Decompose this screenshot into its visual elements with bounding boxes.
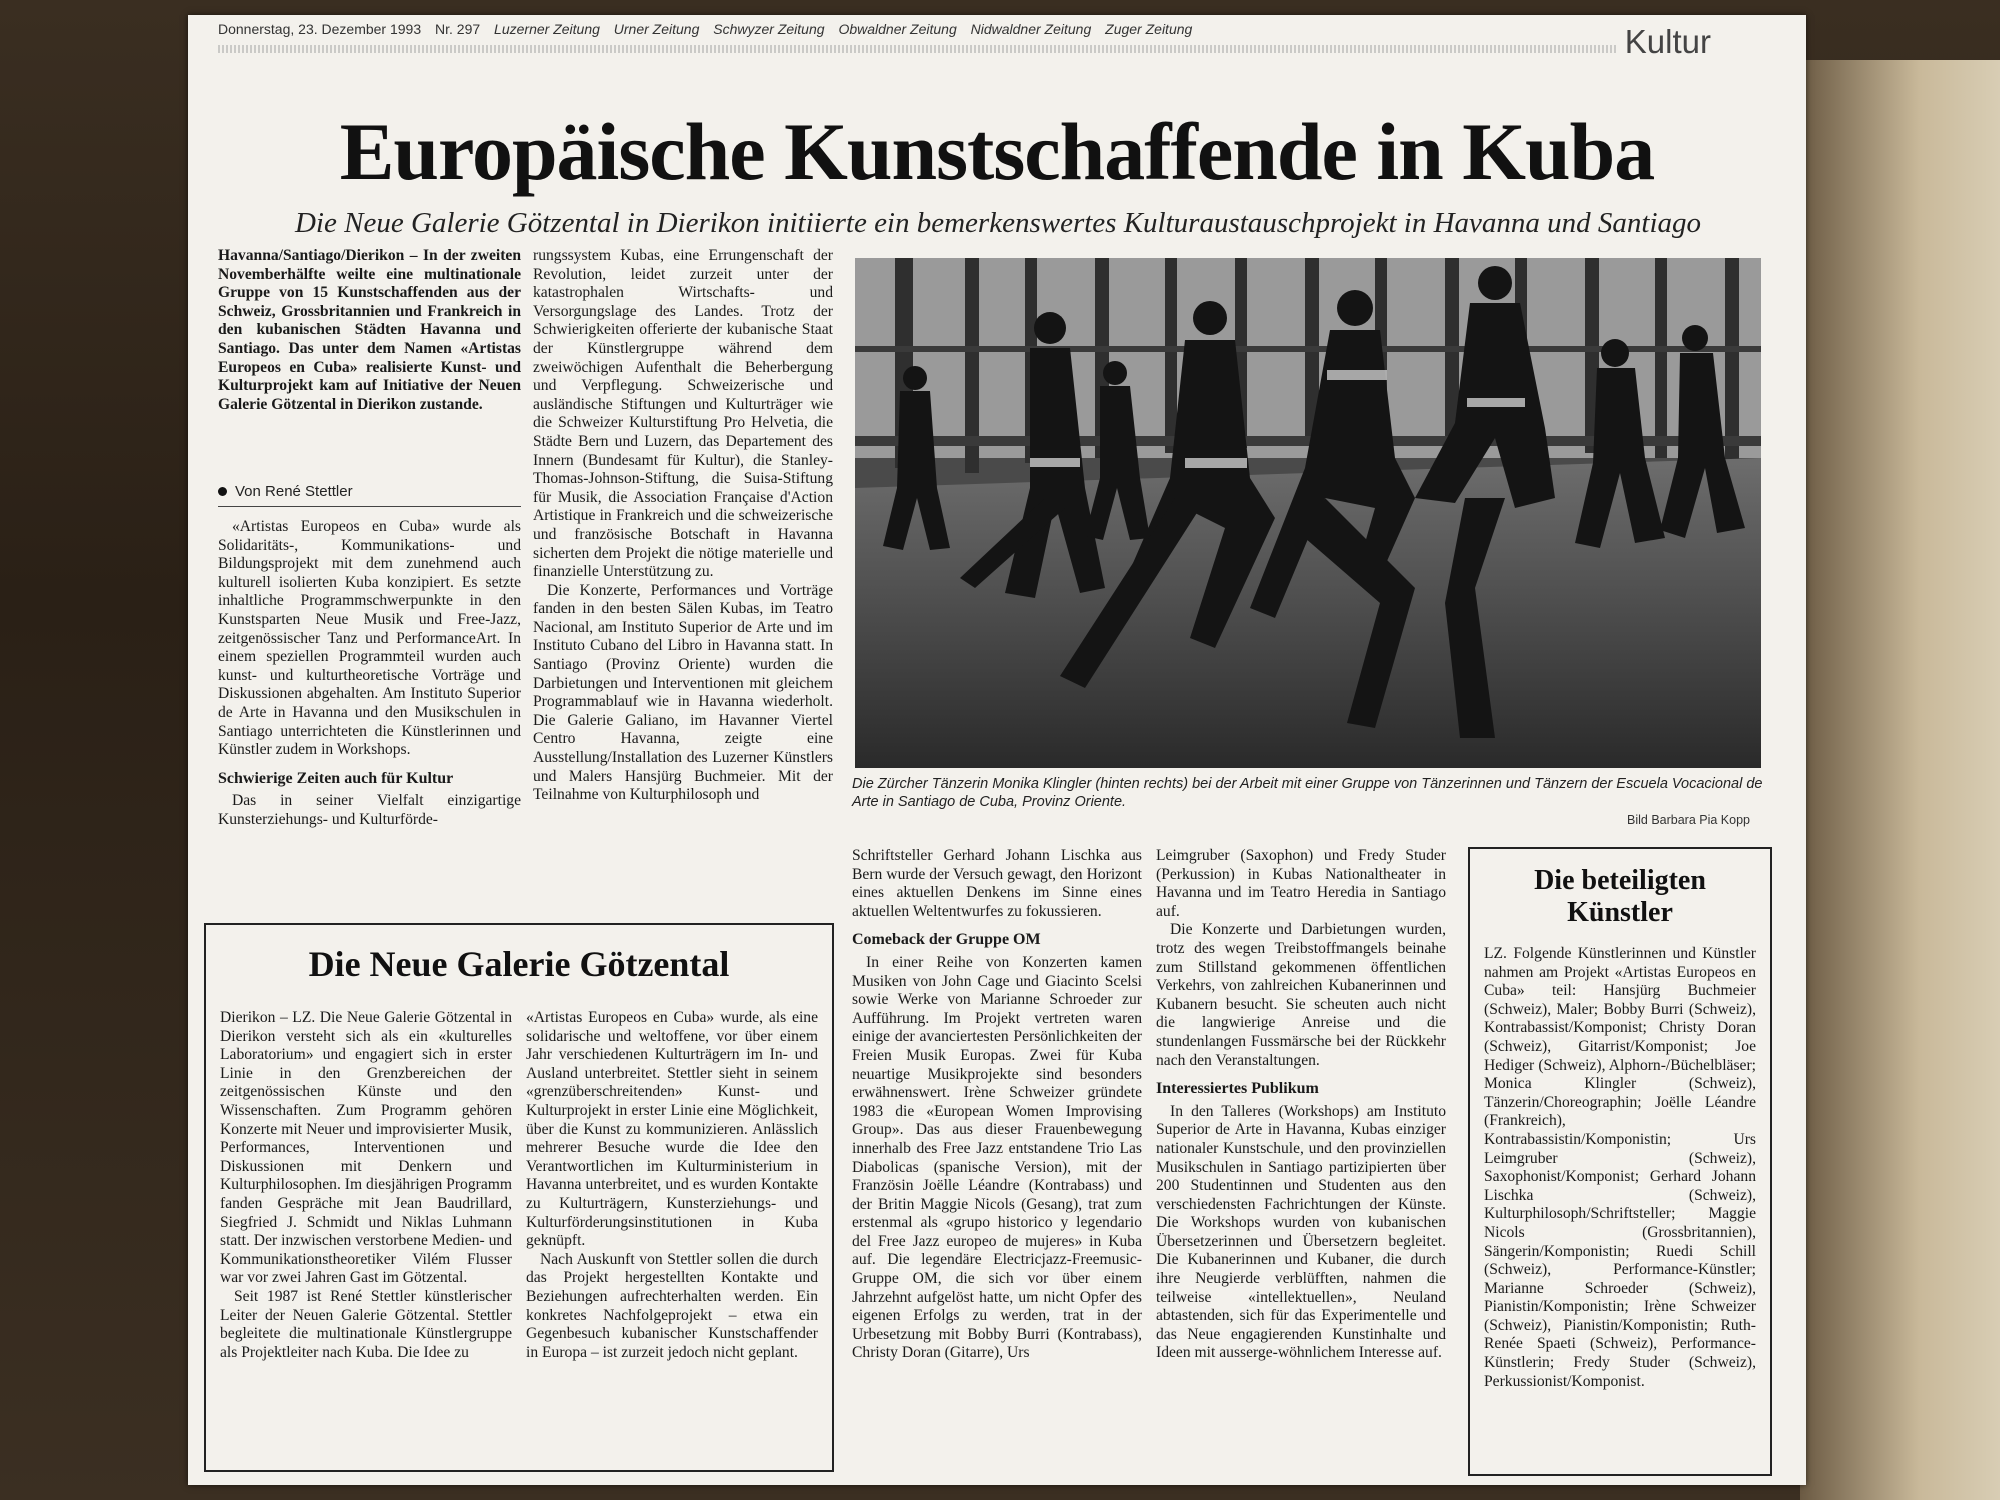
backdrop-edge <box>1800 60 2000 1500</box>
byline-rule <box>218 506 521 507</box>
photo-caption: Die Zürcher Tänzerin Monika Klingler (hinten rechts) bei der Arbeit mit einer Gruppe von Tänzerinnen und Tänzern der Escuela Vocacional de Arte in Santiago de Cuba, Provinz Oriente. <box>852 776 1763 810</box>
paragraph: rungssystem Kubas, eine Errungenschaft der Revolution, leidet zurzeit unter der katastrophalen Wirtschafts- und Versorgungslage des Landes. Trotz der Schwierigkeiten offerierte der kubanische Staat der Künstlergruppe während dem zweiwöchigen Aufenthalt die Beherbergung und Verpflegung. Schweizerische und ausländische Stiftungen und Kulturträger wie die Schweizer Kulturstiftung Pro Helvetia, die Städte Bern und Luzern, das Departement des Innern (Bundesamt für Kultur), die Stanley-Thomas-Johnson-Stiftung, die Suisa-Stiftung für Musik, die Association Française d'Action Artistique in Frankreich und die schweizerische und französische Botschaft in Havanna sicherten dem Projekt die nötige materielle und finanzielle Unterstützung zu. <box>533 247 833 581</box>
masthead-line <box>218 21 1726 37</box>
paragraph: In einer Reihe von Konzerten kamen Musiken von John Cage und Giacinto Scelsi sowie Werke von Marianne Schroeder zur Aufführung. Im Projekt vertreten waren einige der avanciertesten Persönlichkeiten der Freien Musik Europas. Zwei für Kuba neuartige Musikprojekte sind besonders erwähnenswert. Irène Schweizer gründete 1983 die «European Women Improvising Group». Das aus dieser Frauenbewegung innerhalb des Free Jazz entstandene Trio Las Diabolicas (spanische Version), mit der Französin Joëlle Léandre (Kontrabass) und der Britin Maggie Nicols (Gesang), trat zum erstenmal als «grupo historico y legendario del Free Jazz europeo de mujeres» in Kuba auf. Die legendäre Electricjazz-Freemusic-Gruppe OM, die sich vor über einem Jahrzehnt aufgelöst hatte, um nicht Opfer des eigenen Erfolgs zu werden, trat in der Urbesetzung mit Bobby Burri (Kontrabass), Christy Doran (Gitarre), Urs <box>852 953 1142 1362</box>
paragraph: In den Talleres (Workshops) am Instituto Superior de Arte in Havanna, Kubas einziger nationaler Kunstschule, und den provinziellen Musikschulen in Santiago partizipierten über 200 Studentinnen und Studenten aus den verschiedensten Fachrichtungen der Künste. Die Workshops wurden von kubanischen Übersetzerinnen und Übersetzern begleitet. Die Kubanerinnen und Kubaner, die durch ihre Neugierde verblüfften, nahmen die teilweise «intellektuellen», Neuland abtastenden, sich für das Experimentelle und das Neue engagierenden Kunstinhalte und Ideen mit ausserge-wöhnlichem Interesse auf. <box>1156 1102 1446 1362</box>
galerie-box <box>204 923 834 1472</box>
byline-text: Von René Stettler <box>235 483 353 500</box>
photo-credit: Bild Barbara Pia Kopp <box>1627 813 1750 827</box>
paragraph: LZ. Folgende Künstlerinnen und Künstler nahmen am Projekt «Artistas Europeos en Cuba» teil: Hansjürg Buchmeier (Schweiz), Maler; Bobby Burri (Schweiz), Kontrabassist/Komponist; Christy Doran (Schweiz), Gitarrist/Komponist; Joe Hediger (Schweiz), Alphorn-/Büchelbläser; Monica Klingler (Schweiz), Tänzerin/Choreographin; Joëlle Léandre (Frankreich), Kontrabassistin/Komponistin; Urs Leimgruber (Schweiz), Saxophonist/Komponist; Gerhard Johann Lischka (Schweiz), Kulturphilosoph/Schriftsteller; Maggie Nicols (Grossbritannien), Sängerin/Komponistin; Ruedi Schill (Schweiz), Performance-Künstler; Marianne Schroeder (Schweiz), Pianistin/Komponistin; Irène Schweizer (Schweiz), Pianistin/Komponistin; Ruth-Renée Spaeti (Schweiz), Performance-Künstlerin; Fredy Studer (Schweiz), Perkussionist/Komponist. <box>1484 945 1756 1390</box>
paragraph: Schriftsteller Gerhard Johann Lischka aus Bern wurde der Versuch gewagt, den Horizont eines aktuellen Denkens im Sinne eines aktuellen Weltentwurfes zu fokussieren. <box>852 847 1142 920</box>
byline <box>218 483 353 500</box>
crosshead: Comeback der Gruppe OM <box>852 931 1041 949</box>
crosshead: Schwierige Zeiten auch für Kultur <box>218 769 454 787</box>
galerie-box-left <box>220 1009 512 1362</box>
paragraph: Leimgruber (Saxophon) und Fredy Studer (Perkussion) in Kubas Nationaltheater in Havanna und im Teatro Heredia in Santiago auf. <box>1156 847 1446 920</box>
lead-text: Havanna/Santiago/Dierikon – In der zweiten Novemberhälfte weilte eine multinationale Gruppe von 15 Kunstschaffenden aus der Schweiz, Grossbritannien und Frankreich in den kubanischen Städten Havanna und Santiago. Das unter dem Namen «Artistas Europeos en Cuba» realisierte Kunst- und Kulturprojekt kam auf Initiative der Neuen Galerie Götzental in Dierikon zustande. <box>218 247 521 413</box>
dance-photo-image <box>855 258 1761 768</box>
artists-box <box>1468 847 1772 1476</box>
artists-box-title-line: Die beteiligten <box>1534 865 1706 896</box>
masthead-rule <box>218 45 1618 53</box>
column-2 <box>533 247 833 805</box>
subheadline: Die Neue Galerie Götzental in Dierikon initiierte ein bemerkenswertes Kulturaustauschprojekt in Havanna und Santiago <box>294 207 1702 239</box>
galerie-box-right <box>526 1009 818 1362</box>
paragraph: Dierikon – LZ. Die Neue Galerie Götzental in Dierikon versteht sich als ein «kulturelles Laboratorium» und engagiert sich in erster Linie in den Grenzbereichen der zeitgenössischen Künste und den Wissenschaften. Zum Programm gehören Konzerte mit Neuer und improvisierter Musik, Performances, Interventionen und Diskussionen mit Denkern und Kulturphilosophen. Im diesjährigen Programm fanden Gespräche mit Jean Baudrillard, Siegfried J. Schmidt und Niklas Luhmann statt. Der inzwischen verstorbene Medien- und Kommunikationstheoretiker Vilém Flusser war vor zwei Jahren Gast im Götzental. <box>220 1009 512 1287</box>
masthead-date: Donnerstag, 23. Dezember 1993 <box>218 21 422 37</box>
masthead-paper: Luzerner Zeitung <box>494 21 600 37</box>
column-1 <box>218 518 521 830</box>
masthead-paper: Urner Zeitung <box>613 21 700 37</box>
masthead-paper: Schwyzer Zeitung <box>713 21 825 37</box>
paragraph: «Artistas Europeos en Cuba» wurde, als eine solidarische und weltoffene, vor über einem Jahr verschiedenen Kulturträgern im In- und Ausland unterbreitet. Stettler sieht in seinem «grenzüberschreitenden» Kunst- und Kulturprojekt in erster Linie eine Möglichkeit, über die Kunst zu kommunizieren. Anlässlich mehrerer Besuche wurde die Idee den Verantwortlichen im Kulturministerium in Havanna unterbreitet, und es wurden Kontakte zu Kulturträgern, Kunsterziehungs- und Kulturförderungsinstitutionen in Kuba geknüpft. <box>526 1009 818 1250</box>
paragraph: Seit 1987 ist René Stettler künstlerischer Leiter der Neuen Galerie Götzental. Stettler begleitete die multinationale Künstlergruppe als Projektleiter nach Kuba. Die Idee zu <box>220 1287 512 1361</box>
masthead-paper: Zuger Zeitung <box>1105 21 1193 37</box>
artists-box-title-line: Künstler <box>1567 897 1673 928</box>
dance-photo <box>855 258 1761 768</box>
paragraph: Die Konzerte und Darbietungen wurden, trotz des wegen Treibstoffmangels beinahe zum Stillstand gekommenen öffentlichen Verkehrs, von zahlreichen Kubanerinnen und Kubanern besucht. Sie scheuten auch nicht die langwierige Anreise und die stundenlangen Fussmärsche bei der Rückkehr nach den Veranstaltungen. <box>1156 921 1446 1069</box>
bullet-icon <box>218 487 227 496</box>
masthead-paper: Obwaldner Zeitung <box>838 21 957 37</box>
masthead-paper: Nidwaldner Zeitung <box>970 21 1092 37</box>
artists-box-title <box>1470 865 1770 929</box>
masthead-issue: Nr. 297 <box>435 21 481 37</box>
artists-list <box>1484 945 1756 1391</box>
headline: Europäische Kunstschaffende in Kuba <box>339 106 1655 197</box>
paragraph: Die Konzerte, Performances und Vorträge fanden in den besten Sälen Kubas, im Teatro Nacional, am Instituto Superior de Arte und im Instituto Cubano del Libro in Havanna statt. In Santiago (Provinz Oriente) wurden die Darbietungen und Interventionen mit gleichem Programmablauf wie in Havanna wiederholt. Die Galerie Galiano, im Havanner Viertel Centro Havanna, zeigte eine Ausstellung/Installation des Luzerner Künstlers und Malers Hansjürg Buchmeier. Mit der Teilnahme von Kulturphilosoph und <box>533 581 833 804</box>
galerie-box-title: Die Neue Galerie Götzental <box>308 944 730 984</box>
section-label: Kultur <box>1624 23 1711 60</box>
paragraph: Nach Auskunft von Stettler sollen die durch das Projekt hergestellten Kontakte und Beziehungen aufrechterhalten werden. Ein konkretes Nachfolgeprojekt – etwa ein Gegenbesuch kubanischer Kunstschaffender in Europa – ist zurzeit jedoch nicht geplant. <box>526 1250 818 1361</box>
column-3 <box>852 847 1142 1363</box>
newspaper-clipping <box>188 15 1806 1485</box>
crosshead: Interessiertes Publikum <box>1156 1080 1319 1098</box>
column-4 <box>1156 847 1446 1363</box>
paragraph: «Artistas Europeos en Cuba» wurde als Solidaritäts-, Kommunikations- und Bildungsprojekt mit dem zunehmend auch kulturell isolierten Kuba konzipiert. Es setzte inhaltliche Programmschwerpunkte in den Kunstsparten Neue Musik und Free-Jazz, zeitgenössischer Tanz und PerformanceArt. In einem speziellen Programmteil wurden auch kunst- und kulturtheoretische Vorträge und Diskussionen abgehalten. Am Instituto Superior de Arte in Havanna und den Musikschulen in Santiago unterrichteten die Künstlerinnen und Künstler zudem in Workshops. <box>218 518 521 759</box>
lead-paragraph <box>218 247 521 414</box>
paragraph: Das in seiner Vielfalt einzigartige Kunsterziehungs- und Kulturförde- <box>218 792 521 828</box>
